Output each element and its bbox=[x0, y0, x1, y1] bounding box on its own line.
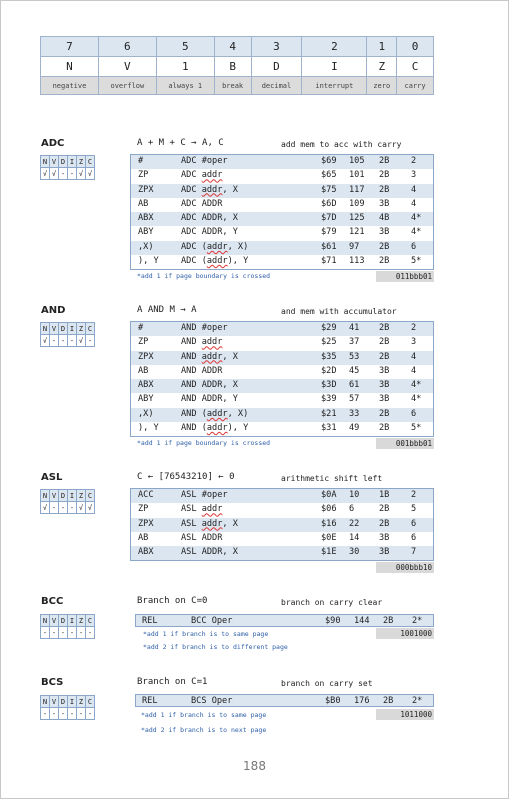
flag-value: - bbox=[59, 502, 68, 514]
flag-header: I bbox=[68, 323, 77, 335]
flag-description-row bbox=[41, 77, 434, 95]
cycles: 2 bbox=[411, 490, 417, 500]
decimal: 41 bbox=[349, 323, 360, 333]
flag-header: N bbox=[41, 615, 50, 627]
flag-value: √ bbox=[41, 502, 50, 514]
flag-value: - bbox=[41, 708, 50, 720]
bytes: 2B bbox=[379, 518, 390, 529]
bit-cell: 3 bbox=[251, 37, 302, 57]
flag-header: V bbox=[50, 615, 59, 627]
syntax: AND ADDR, Y bbox=[181, 394, 238, 405]
decimal: 49 bbox=[349, 423, 360, 434]
syntax: ASL addr bbox=[181, 504, 223, 515]
description-cell: carry bbox=[397, 77, 434, 95]
instruction-mnemonic: ASL bbox=[41, 472, 63, 483]
flag-value: - bbox=[68, 335, 77, 347]
cycles: 2* bbox=[412, 616, 423, 626]
cycles: 5* bbox=[411, 423, 422, 434]
syntax: AND ADDR, X bbox=[181, 380, 238, 391]
bytes: 2B bbox=[383, 616, 394, 626]
description-cell: zero bbox=[367, 77, 397, 95]
opcode-row bbox=[131, 198, 433, 212]
footnote: *add 1 if page boundary is crossed bbox=[137, 439, 271, 447]
opcode-row bbox=[131, 422, 433, 436]
instruction-description: branch on carry clear bbox=[281, 598, 383, 607]
cycles: 6 bbox=[411, 518, 417, 529]
syntax: AND addr bbox=[181, 337, 223, 348]
mode: ZPX bbox=[138, 351, 154, 362]
flags-table bbox=[40, 695, 95, 720]
mode: AB bbox=[138, 198, 149, 209]
spellcheck-underline: addr bbox=[206, 423, 228, 434]
instruction-mnemonic: ADC bbox=[41, 138, 65, 149]
opcode-row bbox=[131, 393, 433, 407]
flag-value: - bbox=[68, 168, 77, 180]
opcode-row bbox=[131, 212, 433, 226]
flag-header: V bbox=[50, 323, 59, 335]
syntax: BCC Oper bbox=[191, 616, 233, 626]
hex: $06 bbox=[321, 504, 337, 515]
hex: $B0 bbox=[325, 696, 341, 706]
cycles: 7 bbox=[411, 547, 417, 558]
bytes: 2B bbox=[379, 170, 390, 181]
decimal: 53 bbox=[349, 351, 360, 362]
bit-cell: 4 bbox=[214, 37, 251, 57]
flag-value: - bbox=[50, 627, 59, 639]
flag-value: - bbox=[68, 627, 77, 639]
bytes: 2B bbox=[383, 696, 394, 706]
flag-header: N bbox=[41, 490, 50, 502]
decimal: 176 bbox=[354, 696, 370, 706]
bytes: 1B bbox=[379, 490, 390, 500]
opcode-row bbox=[131, 532, 433, 546]
mode: ), Y bbox=[138, 423, 159, 434]
opcode-row bbox=[131, 379, 433, 393]
decimal: 45 bbox=[349, 365, 360, 376]
mode: ABX bbox=[138, 547, 154, 558]
hex: $65 bbox=[321, 170, 337, 181]
flag-header: D bbox=[59, 490, 68, 502]
syntax: ASL ADDR bbox=[181, 532, 223, 543]
flag-letter-row bbox=[41, 57, 434, 77]
spellcheck-underline: addr bbox=[201, 518, 223, 529]
decimal: 113 bbox=[349, 256, 365, 267]
cycles: 4 bbox=[411, 365, 417, 376]
syntax: AND addr, X bbox=[181, 351, 238, 362]
description-cell: break bbox=[214, 77, 251, 95]
flag-header: Z bbox=[77, 323, 86, 335]
hex: $1E bbox=[321, 547, 337, 558]
footnote: *add 2 if branch is to next page bbox=[141, 726, 267, 734]
bytes: 3B bbox=[379, 380, 390, 391]
bytes: 2B bbox=[379, 337, 390, 348]
hex: $35 bbox=[321, 351, 337, 362]
flag-value: √ bbox=[77, 502, 86, 514]
flag-cell: V bbox=[98, 57, 156, 77]
cycles: 3 bbox=[411, 170, 417, 181]
bytes: 4B bbox=[379, 213, 390, 224]
flag-header: I bbox=[68, 490, 77, 502]
flag-header: D bbox=[59, 323, 68, 335]
footnote: *add 1 if branch is to same page bbox=[143, 630, 269, 638]
spellcheck-underline: addr bbox=[201, 337, 223, 348]
flag-cell: B bbox=[214, 57, 251, 77]
flag-header: Z bbox=[77, 156, 86, 168]
mode: AB bbox=[138, 532, 149, 543]
description-cell: overflow bbox=[98, 77, 156, 95]
decimal: 57 bbox=[349, 394, 360, 405]
flags-table bbox=[40, 155, 95, 180]
decimal: 37 bbox=[349, 337, 360, 348]
opcode-row bbox=[131, 155, 433, 169]
flag-value: - bbox=[50, 335, 59, 347]
syntax: AND #oper bbox=[181, 323, 228, 333]
cycles: 4 bbox=[411, 184, 417, 195]
instruction-formula: Branch on C=0 bbox=[137, 596, 208, 606]
opcode-row bbox=[131, 518, 433, 532]
hex: $0A bbox=[321, 490, 337, 500]
instruction-formula: A + M + C → A, C bbox=[137, 138, 224, 148]
flags-table bbox=[40, 489, 95, 514]
flag-value: - bbox=[77, 708, 86, 720]
opcode-bit-pattern: 1001000 bbox=[376, 628, 434, 639]
flag-value: - bbox=[41, 627, 50, 639]
mode: REL bbox=[142, 616, 158, 626]
decimal: 30 bbox=[349, 547, 360, 558]
cycles: 6 bbox=[411, 408, 417, 419]
opcode-row bbox=[131, 489, 433, 503]
flag-value: - bbox=[86, 627, 95, 639]
cycles: 3 bbox=[411, 337, 417, 348]
footnote: *add 1 if branch is to same page bbox=[141, 711, 267, 719]
syntax: AND ADDR bbox=[181, 365, 223, 376]
mode: REL bbox=[142, 696, 158, 706]
bit-cell: 5 bbox=[156, 37, 214, 57]
flag-value: - bbox=[50, 502, 59, 514]
page-number: 188 bbox=[243, 759, 266, 773]
instruction-description: and mem with accumulator bbox=[281, 307, 397, 316]
flag-header: C bbox=[86, 615, 95, 627]
bytes: 3B bbox=[379, 227, 390, 238]
flag-cell: Z bbox=[367, 57, 397, 77]
opcode-bit-pattern: 001bbb01 bbox=[376, 438, 434, 449]
decimal: 117 bbox=[349, 184, 365, 195]
flag-value: - bbox=[59, 335, 68, 347]
cycles: 2* bbox=[412, 696, 423, 706]
spellcheck-underline: addr bbox=[201, 351, 223, 362]
hex: $3D bbox=[321, 380, 337, 391]
flag-header: D bbox=[59, 696, 68, 708]
syntax: ASL ADDR, X bbox=[181, 547, 238, 558]
hex: $29 bbox=[321, 323, 337, 333]
spellcheck-underline: addr bbox=[201, 504, 223, 515]
opcode-row bbox=[131, 408, 433, 422]
opcode-row bbox=[131, 351, 433, 365]
bytes: 2B bbox=[379, 241, 390, 252]
opcode-bit-pattern: 000bbb10 bbox=[376, 562, 434, 573]
hex: $25 bbox=[321, 337, 337, 348]
opcode-bit-pattern: 1011000 bbox=[376, 709, 434, 720]
flag-value: √ bbox=[86, 168, 95, 180]
hex: $61 bbox=[321, 241, 337, 252]
bit-cell: 2 bbox=[302, 37, 367, 57]
flag-value: √ bbox=[41, 335, 50, 347]
flag-value: - bbox=[68, 708, 77, 720]
flag-value: - bbox=[86, 708, 95, 720]
bit-number-row bbox=[41, 37, 434, 57]
decimal: 33 bbox=[349, 408, 360, 419]
flag-header: C bbox=[86, 696, 95, 708]
flag-cell: N bbox=[41, 57, 99, 77]
flag-value: - bbox=[50, 708, 59, 720]
opcode-table bbox=[130, 321, 434, 437]
opcode-row bbox=[131, 365, 433, 379]
hex: $21 bbox=[321, 408, 337, 419]
mode: ABX bbox=[138, 380, 154, 391]
cycles: 5 bbox=[411, 504, 417, 515]
instruction-description: arithmetic shift left bbox=[281, 474, 383, 483]
flag-header: N bbox=[41, 156, 50, 168]
mode: ABY bbox=[138, 227, 154, 238]
footnote: *add 1 if page boundary is crossed bbox=[137, 272, 271, 280]
flag-value: - bbox=[77, 627, 86, 639]
flag-header: C bbox=[86, 323, 95, 335]
flag-header: C bbox=[86, 490, 95, 502]
flag-value: - bbox=[86, 335, 95, 347]
spellcheck-underline: addr bbox=[201, 170, 223, 181]
flag-header: V bbox=[50, 490, 59, 502]
opcode-row bbox=[131, 226, 433, 240]
description-cell: negative bbox=[41, 77, 99, 95]
hex: $75 bbox=[321, 184, 337, 195]
flag-header: C bbox=[86, 156, 95, 168]
status-register-table bbox=[40, 36, 434, 95]
flag-value: - bbox=[59, 627, 68, 639]
syntax: ASL addr, X bbox=[181, 518, 238, 529]
flag-value: √ bbox=[86, 502, 95, 514]
hex: $69 bbox=[321, 156, 337, 166]
cycles: 5* bbox=[411, 256, 422, 267]
spellcheck-underline: addr bbox=[201, 184, 223, 195]
decimal: 10 bbox=[349, 490, 360, 500]
decimal: 97 bbox=[349, 241, 360, 252]
opcode-row bbox=[135, 614, 434, 627]
flag-header: D bbox=[59, 156, 68, 168]
bytes: 3B bbox=[379, 394, 390, 405]
opcode-table bbox=[130, 154, 434, 270]
cycles: 4* bbox=[411, 227, 422, 238]
syntax: ADC (addr, X) bbox=[181, 241, 249, 252]
spellcheck-underline: addr bbox=[206, 408, 228, 419]
instruction-description: branch on carry set bbox=[281, 679, 373, 688]
flags-table bbox=[40, 322, 95, 347]
mode: ), Y bbox=[138, 256, 159, 267]
bytes: 3B bbox=[379, 365, 390, 376]
opcode-table bbox=[130, 488, 434, 561]
flag-value: √ bbox=[41, 168, 50, 180]
spellcheck-underline: addr bbox=[206, 241, 228, 252]
bytes: 2B bbox=[379, 184, 390, 195]
bit-cell: 1 bbox=[367, 37, 397, 57]
bytes: 3B bbox=[379, 532, 390, 543]
decimal: 14 bbox=[349, 532, 360, 543]
description-cell: interrupt bbox=[302, 77, 367, 95]
bit-cell: 0 bbox=[397, 37, 434, 57]
mode: ZPX bbox=[138, 184, 154, 195]
flag-cell: C bbox=[397, 57, 434, 77]
flag-header: Z bbox=[77, 490, 86, 502]
mode: ZP bbox=[138, 337, 149, 348]
opcode-row bbox=[131, 546, 433, 560]
decimal: 101 bbox=[349, 170, 365, 181]
cycles: 4* bbox=[411, 394, 422, 405]
hex: $2D bbox=[321, 365, 337, 376]
opcode-row bbox=[131, 503, 433, 517]
decimal: 121 bbox=[349, 227, 365, 238]
instruction-formula: C ← [76543210] ← 0 bbox=[137, 472, 235, 482]
mode: ABY bbox=[138, 394, 154, 405]
opcode-row bbox=[131, 336, 433, 350]
flag-header: I bbox=[68, 615, 77, 627]
hex: $0E bbox=[321, 532, 337, 543]
decimal: 105 bbox=[349, 156, 365, 166]
hex: $39 bbox=[321, 394, 337, 405]
bit-cell: 6 bbox=[98, 37, 156, 57]
cycles: 4* bbox=[411, 380, 422, 391]
mode: # bbox=[138, 323, 144, 333]
cycles: 6 bbox=[411, 241, 417, 252]
flag-value: √ bbox=[50, 168, 59, 180]
cycles: 4 bbox=[411, 198, 417, 209]
bytes: 2B bbox=[379, 423, 390, 434]
cycles: 2 bbox=[411, 323, 417, 333]
description-cell: decimal bbox=[251, 77, 302, 95]
flag-value: √ bbox=[77, 168, 86, 180]
syntax: AND (addr, X) bbox=[181, 408, 249, 419]
decimal: 144 bbox=[354, 616, 370, 626]
mode: ,X) bbox=[138, 408, 154, 419]
hex: $31 bbox=[321, 423, 337, 434]
flag-header: I bbox=[68, 156, 77, 168]
mode: ZP bbox=[138, 504, 149, 515]
syntax: BCS Oper bbox=[191, 696, 233, 706]
mode: AB bbox=[138, 365, 149, 376]
mode: ,X) bbox=[138, 241, 154, 252]
bytes: 3B bbox=[379, 198, 390, 209]
decimal: 6 bbox=[349, 504, 355, 515]
decimal: 125 bbox=[349, 213, 365, 224]
syntax: ASL #oper bbox=[181, 490, 228, 500]
instruction-mnemonic: BCC bbox=[41, 596, 64, 607]
flag-value: - bbox=[68, 502, 77, 514]
opcode-bit-pattern: 011bbb01 bbox=[376, 271, 434, 282]
flag-cell: D bbox=[251, 57, 302, 77]
syntax: AND (addr), Y bbox=[181, 423, 249, 434]
flag-header: V bbox=[50, 156, 59, 168]
syntax: ADC ADDR, X bbox=[181, 213, 238, 224]
decimal: 22 bbox=[349, 518, 360, 529]
flag-header: Z bbox=[77, 615, 86, 627]
mode: ZP bbox=[138, 170, 149, 181]
syntax: ADC ADDR, Y bbox=[181, 227, 238, 238]
flag-cell: I bbox=[302, 57, 367, 77]
flag-value: - bbox=[59, 708, 68, 720]
bytes: 2B bbox=[379, 351, 390, 362]
bytes: 2B bbox=[379, 256, 390, 267]
instruction-description: add mem to acc with carry bbox=[281, 140, 402, 149]
hex: $7D bbox=[321, 213, 337, 224]
syntax: ADC (addr), Y bbox=[181, 256, 249, 267]
bytes: 2B bbox=[379, 156, 390, 166]
flag-header: I bbox=[68, 696, 77, 708]
decimal: 61 bbox=[349, 380, 360, 391]
hex: $90 bbox=[325, 616, 341, 626]
bytes: 2B bbox=[379, 504, 390, 515]
mode: # bbox=[138, 156, 144, 166]
flag-header: N bbox=[41, 323, 50, 335]
decimal: 109 bbox=[349, 198, 365, 209]
hex: $79 bbox=[321, 227, 337, 238]
flag-header: D bbox=[59, 615, 68, 627]
syntax: ADC addr, X bbox=[181, 184, 238, 195]
syntax: ADC ADDR bbox=[181, 198, 223, 209]
opcode-row bbox=[135, 694, 434, 707]
hex: $71 bbox=[321, 256, 337, 267]
instruction-mnemonic: BCS bbox=[41, 677, 64, 688]
flags-table bbox=[40, 614, 95, 639]
syntax: ADC #oper bbox=[181, 156, 228, 166]
flag-value: - bbox=[59, 168, 68, 180]
cycles: 4* bbox=[411, 213, 422, 224]
bytes: 2B bbox=[379, 408, 390, 419]
bit-cell: 7 bbox=[41, 37, 99, 57]
cycles: 6 bbox=[411, 532, 417, 543]
opcode-row bbox=[131, 241, 433, 255]
syntax: ADC addr bbox=[181, 170, 223, 181]
opcode-row bbox=[131, 255, 433, 269]
footnote: *add 2 if branch is to different page bbox=[143, 643, 288, 651]
flag-header: V bbox=[50, 696, 59, 708]
opcode-row bbox=[131, 184, 433, 198]
cycles: 4 bbox=[411, 351, 417, 362]
mode: ACC bbox=[138, 490, 154, 500]
flag-header: N bbox=[41, 696, 50, 708]
hex: $16 bbox=[321, 518, 337, 529]
bytes: 2B bbox=[379, 323, 390, 333]
instruction-mnemonic: AND bbox=[41, 305, 66, 316]
mode: ZPX bbox=[138, 518, 154, 529]
mode: ABX bbox=[138, 213, 154, 224]
spellcheck-underline: addr bbox=[206, 256, 228, 267]
hex: $6D bbox=[321, 198, 337, 209]
flag-value: √ bbox=[77, 335, 86, 347]
flag-cell: 1 bbox=[156, 57, 214, 77]
instruction-formula: Branch on C=1 bbox=[137, 677, 208, 687]
cycles: 2 bbox=[411, 156, 417, 166]
bytes: 3B bbox=[379, 547, 390, 558]
opcode-row bbox=[131, 322, 433, 336]
flag-header: Z bbox=[77, 696, 86, 708]
instruction-formula: A AND M → A bbox=[137, 305, 197, 315]
opcode-row bbox=[131, 169, 433, 183]
description-cell: always 1 bbox=[156, 77, 214, 95]
